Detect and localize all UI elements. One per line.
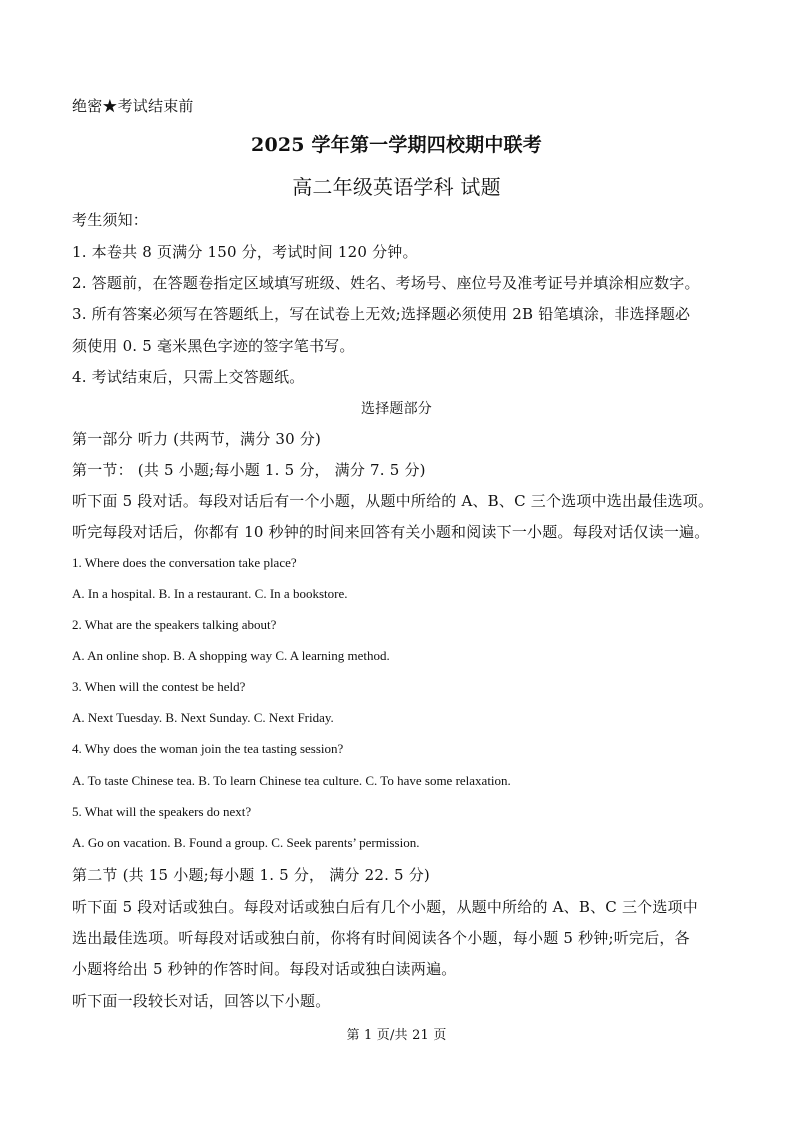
section2-heading: 第二节 (共 15 小题;每小题 1. 5 分， 满分 22. 5 分) xyxy=(72,866,430,884)
question-2-options: A. An online shop. B. A shopping way C. A learning method. xyxy=(72,648,390,663)
section-title: 选择题部分 xyxy=(361,401,432,417)
question-5-options: A. Go on vacation. B. Found a group. C. Seek parents’ permission. xyxy=(72,835,420,850)
question-1: 1. Where does the conversation take place? xyxy=(72,555,297,570)
notice-item-2: 2. 答题前，在答题卷指定区域填写班级、姓名、考场号、座位号及准考证号并填涂相应数字。 xyxy=(72,274,700,292)
section1-instruction-2: 听完每段对话后，你都有 10 秒钟的时间来回答有关小题和阅读下一小题。每段对话仅读一遍。 xyxy=(72,523,710,541)
section2-instruction-3: 小题将给出 5 秒钟的作答时间。每段对话或独白读两遍。 xyxy=(72,960,457,978)
question-1-options: A. In a hospital. B. In a restaurant. C. In a bookstore. xyxy=(72,586,348,601)
exam-subtitle: 高二年级英语学科 试题 xyxy=(292,175,501,199)
section1-instruction-1: 听下面 5 段对话。每段对话后有一个小题，从题中所给的 A、B、C 三个选项中选出最佳选项。 xyxy=(72,492,714,510)
question-3-options: A. Next Tuesday. B. Next Sunday. C. Next Friday. xyxy=(72,710,334,725)
page-footer: 第 1 页/共 21 页 xyxy=(346,1028,447,1043)
question-2: 2. What are the speakers talking about? xyxy=(72,617,277,632)
notice-heading: 考生须知： xyxy=(72,211,149,229)
section2-instruction-4: 听下面一段较长对话，回答以下小题。 xyxy=(72,992,331,1010)
part1-heading: 第一部分 听力 (共两节，满分 30 分) xyxy=(72,430,322,448)
notice-item-1: 1. 本卷共 8 页满分 150 分，考试时间 120 分钟。 xyxy=(72,243,418,261)
secret-label: 绝密★考试结束前 xyxy=(72,97,194,115)
notice-item-3-cont: 须使用 0. 5 毫米黑色字迹的签字笔书写。 xyxy=(72,337,355,355)
notice-item-3: 3. 所有答案必须写在答题纸上，写在试卷上无效;选择题必须使用 2B 铅笔填涂，非选择题必 xyxy=(72,305,691,323)
section1-heading: 第一节： (共 5 小题;每小题 1. 5 分， 满分 7. 5 分) xyxy=(72,461,426,479)
notice-item-4: 4. 考试结束后，只需上交答题纸。 xyxy=(72,368,305,386)
question-3: 3. When will the contest be held? xyxy=(72,679,246,694)
question-4-options: A. To taste Chinese tea. B. To learn Chinese tea culture. C. To have some relaxation. xyxy=(72,773,511,788)
exam-title: 2025 学年第一学期四校期中联考 xyxy=(251,134,542,156)
question-5: 5. What will the speakers do next? xyxy=(72,804,252,819)
section2-instruction-2: 选出最佳选项。听每段对话或独白前，你将有时间阅读各个小题，每小题 5 秒钟;听完后，各 xyxy=(72,929,690,947)
question-4: 4. Why does the woman join the tea tasting session? xyxy=(72,741,344,756)
section2-instruction-1: 听下面 5 段对话或独白。每段对话或独白后有几个小题，从题中所给的 A、B、C 三个选项中 xyxy=(72,898,698,916)
